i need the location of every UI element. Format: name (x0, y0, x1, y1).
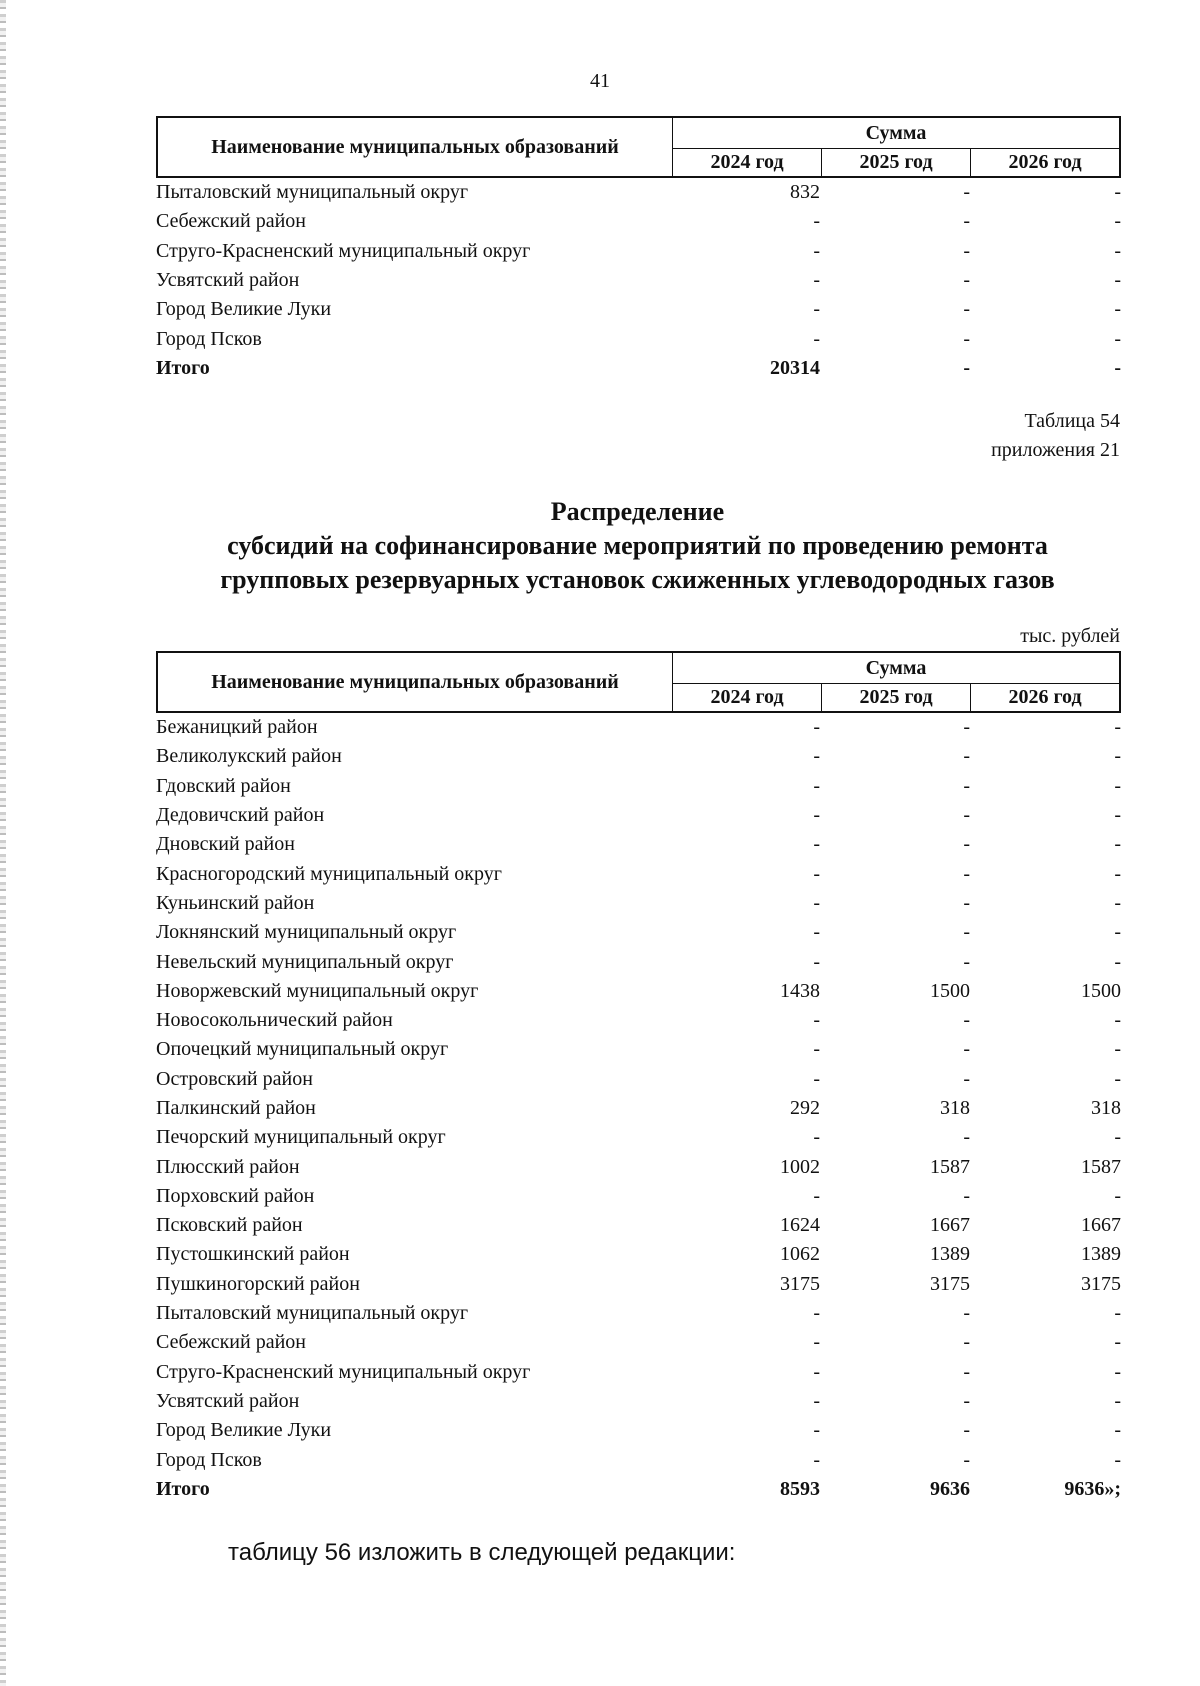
table-row (156, 324, 1121, 353)
table-row (156, 742, 1121, 771)
value-2024: - (813, 1360, 820, 1383)
value-2025: 9636 (930, 1477, 970, 1500)
total-row (156, 354, 1121, 383)
value-2026: - (1114, 181, 1121, 204)
value-2026: - (1114, 1067, 1121, 1090)
value-2026: - (1114, 833, 1121, 856)
table-row (156, 1445, 1121, 1474)
document-subtitle: субсидий на софинансирование мероприятий по проведению ремонта (227, 531, 1048, 560)
value-2025: - (963, 921, 970, 944)
value-2026: - (1114, 921, 1121, 944)
value-2025: - (963, 950, 970, 973)
value-2024: - (813, 1448, 820, 1471)
header-year: 2025 год (821, 149, 970, 176)
table-row (156, 295, 1121, 324)
value-2024: - (813, 716, 820, 739)
scan-edge (0, 0, 6, 1686)
document-subtitle: групповых резервуарных установок сжиженных углеводородных газов (220, 565, 1055, 594)
header-year: 2024 год (710, 151, 784, 173)
value-2025: - (963, 1184, 970, 1207)
value-2024: 292 (790, 1097, 820, 1119)
table-header (156, 651, 1121, 713)
table-row (156, 889, 1121, 918)
value-2026: - (1114, 774, 1121, 797)
row-name: Себежский район (156, 1331, 306, 1354)
value-2026: - (1114, 1126, 1121, 1149)
document-title: Распределение (550, 497, 725, 526)
table-row (156, 830, 1121, 859)
value-2026: 1587 (1081, 1155, 1121, 1178)
value-2024: - (813, 239, 820, 262)
header-sum-group (673, 118, 1119, 176)
table-body (156, 178, 1121, 383)
value-2026: 9636»; (1064, 1477, 1121, 1500)
table-row (156, 1240, 1121, 1269)
table-2 (156, 651, 1121, 1504)
value-2026: - (1114, 716, 1121, 739)
value-2025: - (963, 833, 970, 856)
header-name: Наименование муниципальных образований (158, 653, 673, 711)
value-2025: - (963, 1067, 970, 1090)
value-2026: 1667 (1081, 1214, 1121, 1237)
page-number: 41 (590, 70, 610, 92)
row-name: Пыталовский муниципальный округ (156, 181, 469, 204)
value-2025: - (963, 1126, 970, 1149)
value-2024: - (813, 327, 820, 350)
value-2026: 1389 (1081, 1243, 1121, 1266)
value-2025: - (963, 239, 970, 262)
header-year: 2026 год (970, 684, 1119, 711)
value-2025: 1389 (930, 1243, 970, 1266)
value-2026: - (1114, 327, 1121, 350)
value-2024: 3175 (780, 1272, 820, 1295)
table-row (156, 1211, 1121, 1240)
value-2025: 3175 (930, 1272, 970, 1295)
table-row (156, 1094, 1121, 1123)
row-name: Пыталовский муниципальный округ (156, 1302, 469, 1325)
row-name: Итого (156, 356, 210, 379)
table-row (156, 801, 1121, 830)
value-2025: - (963, 1389, 970, 1412)
value-2024: - (813, 745, 820, 768)
value-2025: - (963, 862, 970, 885)
table-row (156, 1416, 1121, 1445)
row-name: Невельский муниципальный округ (156, 950, 454, 973)
value-2024: - (813, 950, 820, 973)
row-name: Город Великие Луки (156, 1419, 332, 1442)
row-name: Островский район (156, 1067, 313, 1090)
row-name: Город Псков (156, 327, 262, 350)
value-2024: - (813, 1184, 820, 1207)
table-row (156, 977, 1121, 1006)
table-row (156, 1270, 1121, 1299)
row-name: Пушкиногорский район (156, 1272, 360, 1295)
table-reference: Таблица 54 (1024, 410, 1120, 432)
value-2024: - (813, 210, 820, 233)
table-row (156, 1035, 1121, 1064)
value-2024: - (813, 1067, 820, 1090)
value-2025: - (963, 1302, 970, 1325)
value-2024: - (813, 921, 820, 944)
table-row (156, 237, 1121, 266)
value-2024: - (813, 269, 820, 292)
value-2026: - (1114, 891, 1121, 914)
table-row (156, 1006, 1121, 1035)
value-2026: - (1114, 1184, 1121, 1207)
row-name: Дновский район (156, 833, 295, 856)
table-row (156, 918, 1121, 947)
value-2024: - (813, 833, 820, 856)
row-name: Псковский район (156, 1214, 303, 1237)
value-2026: - (1114, 298, 1121, 321)
value-2025: - (963, 1360, 970, 1383)
value-2024: 1624 (780, 1214, 820, 1237)
value-2026: - (1114, 1389, 1121, 1412)
value-2024: 20314 (770, 356, 820, 379)
value-2026: - (1114, 356, 1121, 379)
table-row (156, 1358, 1121, 1387)
value-2025: - (963, 1009, 970, 1032)
header-years (673, 149, 1119, 176)
value-2025: - (963, 891, 970, 914)
row-name: Пустошкинский район (156, 1243, 350, 1266)
table-header (156, 116, 1121, 178)
value-2025: - (963, 356, 970, 379)
value-2025: - (963, 1448, 970, 1471)
table-row (156, 1299, 1121, 1328)
header-name: Наименование муниципальных образований (158, 118, 673, 176)
row-name: Новосокольнический район (156, 1009, 393, 1032)
value-2024: 1062 (780, 1243, 820, 1266)
table-body (156, 713, 1121, 1504)
value-2026: - (1114, 745, 1121, 768)
table-row (156, 1328, 1121, 1357)
value-2024: - (813, 1331, 820, 1354)
header-years (673, 684, 1119, 711)
value-2025: 1667 (930, 1214, 970, 1237)
value-2024: - (813, 862, 820, 885)
header-sum: Сумма (673, 118, 1119, 149)
table-row (156, 1387, 1121, 1416)
header-sum-group (673, 653, 1119, 711)
table-row (156, 713, 1121, 742)
value-2026: - (1114, 804, 1121, 827)
row-name: Бежаницкий район (156, 716, 318, 739)
row-name: Опочецкий муниципальный округ (156, 1038, 449, 1061)
value-2026: 3175 (1081, 1272, 1121, 1295)
value-2024: 832 (790, 181, 820, 204)
row-name: Новоржевский муниципальный округ (156, 979, 479, 1002)
value-2024: - (813, 774, 820, 797)
value-2024: - (813, 1302, 820, 1325)
value-2026: - (1114, 1009, 1121, 1032)
value-2024: - (813, 1126, 820, 1149)
value-2024: - (813, 804, 820, 827)
value-2024: 1438 (780, 979, 820, 1002)
value-2026: - (1114, 1331, 1121, 1354)
value-2026: 318 (1091, 1097, 1121, 1119)
header-sum: Сумма (673, 653, 1119, 684)
value-2024: - (813, 298, 820, 321)
row-name: Итого (156, 1477, 210, 1500)
value-2024: - (813, 1009, 820, 1032)
value-2025: 1587 (930, 1155, 970, 1178)
value-2026: - (1114, 1360, 1121, 1383)
appendix-reference: приложения 21 (991, 439, 1120, 461)
value-2026: - (1114, 210, 1121, 233)
table-row (156, 207, 1121, 236)
value-2025: - (963, 1331, 970, 1354)
value-2026: - (1114, 1419, 1121, 1442)
row-name: Струго-Красненский муниципальный округ (156, 1360, 531, 1383)
row-name: Печорский муниципальный округ (156, 1126, 446, 1149)
row-name: Город Великие Луки (156, 298, 332, 321)
row-name: Усвятский район (156, 1389, 300, 1412)
table-row (156, 1152, 1121, 1181)
row-name: Локнянский муниципальный округ (156, 921, 457, 944)
value-2026: - (1114, 1448, 1121, 1471)
row-name: Великолукский район (156, 745, 342, 768)
value-2025: - (963, 210, 970, 233)
value-2024: - (813, 1389, 820, 1412)
value-2024: - (813, 1038, 820, 1061)
row-name: Город Псков (156, 1448, 262, 1471)
value-2025: - (963, 327, 970, 350)
total-row (156, 1475, 1121, 1504)
value-2025: - (963, 181, 970, 204)
value-2026: - (1114, 950, 1121, 973)
table-row (156, 266, 1121, 295)
table-row (156, 859, 1121, 888)
unit-label: тыс. рублей (1020, 625, 1120, 647)
value-2026: - (1114, 1038, 1121, 1061)
header-year: 2024 год (710, 686, 784, 708)
value-2025: - (963, 774, 970, 797)
row-name: Усвятский район (156, 269, 300, 292)
table-row (156, 1123, 1121, 1152)
row-name: Куньинский район (156, 891, 315, 914)
row-name: Дедовичский район (156, 804, 325, 827)
row-name: Порховский район (156, 1184, 315, 1207)
value-2024: - (813, 891, 820, 914)
header-year: 2025 год (821, 684, 970, 711)
value-2025: 1500 (930, 979, 970, 1002)
row-name: Палкинский район (156, 1097, 316, 1119)
value-2024: 8593 (780, 1477, 820, 1500)
header-year: 2026 год (970, 149, 1119, 176)
value-2025: - (963, 298, 970, 321)
table-row (156, 1065, 1121, 1094)
table-row (156, 947, 1121, 976)
value-2026: - (1114, 1302, 1121, 1325)
value-2026: - (1114, 239, 1121, 262)
table-row (156, 178, 1121, 207)
value-2025: - (963, 1038, 970, 1061)
row-name: Красногородский муниципальный округ (156, 862, 502, 885)
value-2025: - (963, 804, 970, 827)
row-name: Плюсский район (156, 1155, 300, 1178)
row-name: Гдовский район (156, 774, 291, 797)
row-name: Струго-Красненский муниципальный округ (156, 239, 531, 262)
value-2026: - (1114, 269, 1121, 292)
value-2025: 318 (940, 1097, 970, 1119)
value-2026: 1500 (1081, 979, 1121, 1002)
value-2025: - (963, 745, 970, 768)
value-2026: - (1114, 862, 1121, 885)
value-2024: 1002 (780, 1155, 820, 1178)
table-row (156, 772, 1121, 801)
value-2025: - (963, 716, 970, 739)
table-1 (156, 116, 1121, 383)
value-2025: - (963, 269, 970, 292)
value-2025: - (963, 1419, 970, 1442)
footer-text: таблицу 56 изложить в следующей редакции: (228, 1539, 736, 1566)
value-2024: - (813, 1419, 820, 1442)
row-name: Себежский район (156, 210, 306, 233)
table-row (156, 1182, 1121, 1211)
